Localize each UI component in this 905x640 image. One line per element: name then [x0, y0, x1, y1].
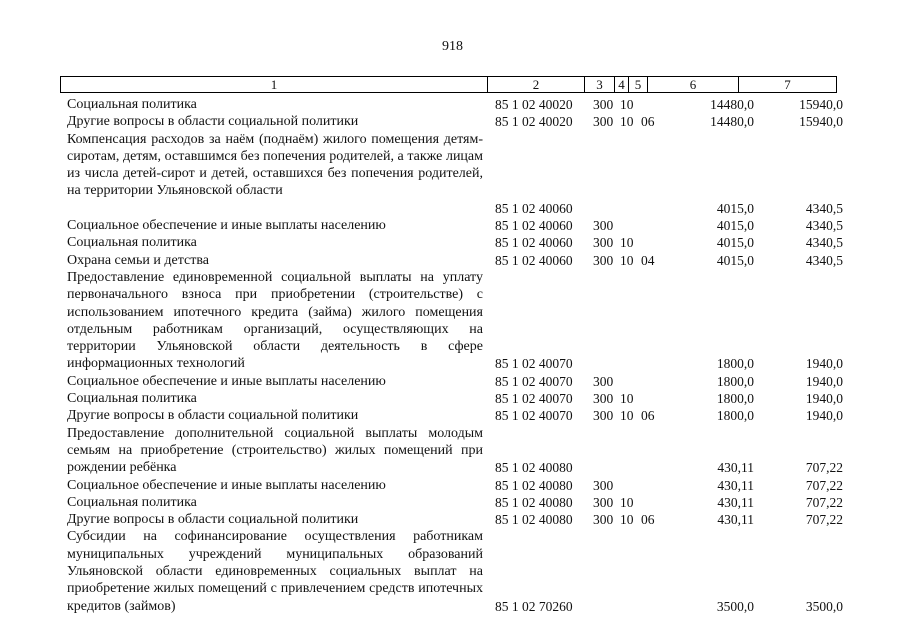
amount-year-2: 707,22 — [805, 477, 843, 493]
amount-year-1: 4015,0 — [716, 218, 754, 234]
row-description: Другие вопросы в области социальной политики — [67, 114, 359, 130]
table-row — [0, 234, 905, 251]
header-col-3: 3 — [585, 77, 615, 92]
table-row — [0, 269, 905, 373]
amount-year-1: 14480,0 — [710, 114, 754, 130]
amount-year-2: 707,22 — [805, 512, 843, 528]
amount-year-2: 15940,0 — [799, 97, 843, 112]
row-description: Социальное обеспечение и иные выплаты населению — [67, 218, 386, 234]
amount-year-2: 3500,0 — [805, 598, 843, 614]
header-col-7: 7 — [784, 77, 791, 92]
amount-year-1: 3500,0 — [716, 598, 754, 614]
amount-year-2: 4340,5 — [805, 252, 843, 268]
code-vr: 300 — [593, 477, 614, 493]
table-row — [0, 113, 905, 130]
code-csr: 85 1 02 40080 — [495, 460, 573, 476]
table-row — [0, 373, 905, 390]
table-row — [0, 477, 905, 494]
amount-year-2: 4340,5 — [805, 200, 843, 216]
amount-year-1: 1800,0 — [716, 356, 754, 372]
amount-year-1: 4015,0 — [716, 235, 754, 251]
row-description: Компенсация расходов за наём (поднаём) жилого помещения детям-сиротам, детям, оставшимся без попечения родителей, а также лицам из числа детей-сирот и детей, оставшихся без попечения родителей, на территории Ульяновской области — [67, 131, 483, 199]
code-rz: 10 — [620, 494, 634, 510]
row-description: Социальное обеспечение и иные выплаты населению — [67, 373, 386, 389]
amount-year-2: 1940,0 — [805, 373, 843, 389]
row-description: Социальная политика — [67, 391, 197, 407]
row-description: Охрана семьи и детства — [67, 252, 209, 268]
code-csr: 85 1 02 40020 — [495, 114, 573, 130]
code-csr: 85 1 02 40060 — [495, 218, 573, 234]
code-vr: 300 — [593, 512, 614, 528]
code-vr: 300 — [593, 218, 614, 234]
code-csr: 85 1 02 40070 — [495, 391, 573, 407]
code-csr: 85 1 02 40060 — [495, 252, 573, 268]
amount-year-2: 4340,5 — [805, 218, 843, 234]
code-rz: 10 — [620, 97, 634, 112]
code-csr: 85 1 02 40070 — [495, 408, 573, 424]
code-vr: 300 — [593, 235, 614, 251]
amount-year-1: 430,11 — [717, 512, 754, 528]
amount-year-1: 430,11 — [717, 477, 754, 493]
table-row — [0, 217, 905, 234]
header-col-5: 5 — [629, 77, 648, 92]
table-row — [0, 494, 905, 511]
code-vr: 300 — [593, 373, 614, 389]
amount-year-2: 1940,0 — [805, 391, 843, 407]
row-description: Субсидии на софинансирование осуществления работникам муниципальных учреждений муниципальных образований Ульяновской области единовременных социальных выплат на приобретение жилых помещений с привлечением средств ипотечных кредитов (займов) — [67, 529, 483, 614]
code-pr: 04 — [641, 252, 655, 268]
header-col-4: 4 — [615, 77, 629, 92]
code-vr: 300 — [593, 391, 614, 407]
row-description: Социальная политика — [67, 494, 197, 510]
code-rz: 10 — [620, 252, 634, 268]
header-col-6: 6 — [648, 77, 739, 92]
code-csr: 85 1 02 40080 — [495, 494, 573, 510]
code-vr: 300 — [593, 494, 614, 510]
amount-year-1: 1800,0 — [716, 373, 754, 389]
row-description: Предоставление дополнительной социальной выплаты молодым семьям на приобретение (строительство) жилых помещений при рождении ребёнка — [67, 425, 483, 476]
row-description: Социальная политика — [67, 97, 197, 112]
row-description: Социальная политика — [67, 235, 197, 251]
amount-year-1: 1800,0 — [716, 391, 754, 407]
amount-year-2: 15940,0 — [799, 114, 843, 130]
code-csr: 85 1 02 40070 — [495, 356, 573, 372]
amount-year-1: 4015,0 — [716, 252, 754, 268]
row-description: Другие вопросы в области социальной политики — [67, 408, 359, 424]
amount-year-2: 4340,5 — [805, 235, 843, 251]
table-row — [0, 96, 905, 113]
code-vr: 300 — [593, 408, 614, 424]
amount-year-2: 1940,0 — [805, 408, 843, 424]
row-description: Предоставление единовременной социальной выплаты на уплату первоначального взноса при приобретении (строительстве) с использованием ипотечного кредита (займа) жилого помещения отдельным работникам организаций, осуществляющих на территории Ульяновской области деятельность в сфере информационных технологий — [67, 269, 483, 372]
table-row — [0, 131, 905, 218]
code-vr: 300 — [593, 114, 614, 130]
amount-year-1: 430,11 — [717, 460, 754, 476]
code-rz: 10 — [620, 408, 634, 424]
amount-year-2: 707,22 — [805, 460, 843, 476]
table-row — [0, 425, 905, 477]
code-pr: 06 — [641, 512, 655, 528]
table-header — [60, 76, 837, 93]
table-body — [0, 96, 905, 615]
table-row — [0, 407, 905, 424]
header-col-1: 1 — [61, 77, 488, 92]
page-number: 918 — [442, 39, 463, 54]
code-rz: 10 — [620, 512, 634, 528]
amount-year-2: 1940,0 — [805, 356, 843, 372]
amount-year-1: 1800,0 — [716, 408, 754, 424]
code-vr: 300 — [593, 252, 614, 268]
amount-year-1: 14480,0 — [710, 97, 754, 112]
code-rz: 10 — [620, 235, 634, 251]
amount-year-2: 707,22 — [805, 494, 843, 510]
row-description: Социальное обеспечение и иные выплаты населению — [67, 477, 386, 493]
code-csr: 85 1 02 70260 — [495, 598, 573, 614]
amount-year-1: 4015,0 — [716, 200, 754, 216]
code-rz: 10 — [620, 114, 634, 130]
table-row — [0, 528, 905, 615]
table-row — [0, 390, 905, 407]
code-csr: 85 1 02 40020 — [495, 97, 573, 112]
code-csr: 85 1 02 40080 — [495, 477, 573, 493]
amount-year-1: 430,11 — [717, 494, 754, 510]
code-pr: 06 — [641, 114, 655, 130]
code-csr: 85 1 02 40060 — [495, 235, 573, 251]
code-csr: 85 1 02 40070 — [495, 373, 573, 389]
table-row — [0, 252, 905, 269]
code-csr: 85 1 02 40060 — [495, 200, 573, 216]
table-row — [0, 511, 905, 528]
code-rz: 10 — [620, 391, 634, 407]
header-col-2: 2 — [488, 77, 585, 92]
code-vr: 300 — [593, 97, 614, 112]
row-description: Другие вопросы в области социальной политики — [67, 512, 359, 528]
code-pr: 06 — [641, 408, 655, 424]
code-csr: 85 1 02 40080 — [495, 512, 573, 528]
